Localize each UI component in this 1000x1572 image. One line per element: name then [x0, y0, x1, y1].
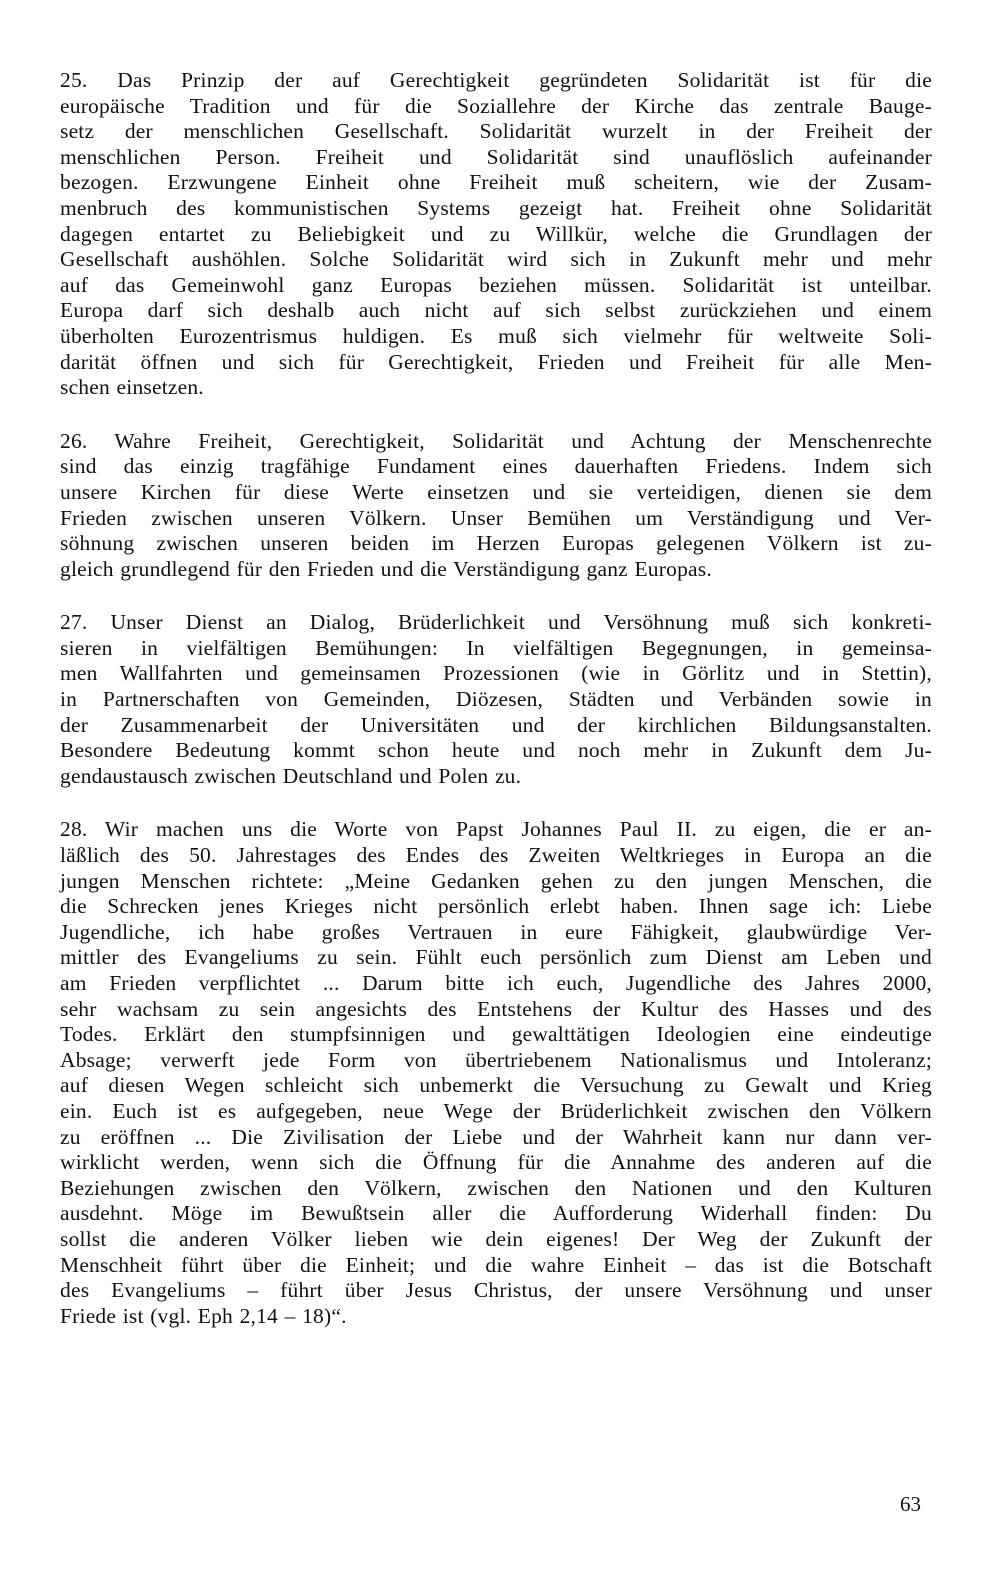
paragraph-28	[60, 817, 932, 1329]
text-line: unsere Kirchen für diese Werte einsetzen und sie verteidigen, dienen sie dem	[60, 479, 932, 504]
text-line: Friede ist (vgl. Eph 2,14 – 18)“.	[60, 1303, 347, 1328]
text-line: Menschheit führt über die Einheit; und die wahre Einheit – das ist die Botschaft	[60, 1252, 932, 1277]
paragraph-26	[60, 429, 932, 583]
text-line: 26. Wahre Freiheit, Gerechtigkeit, Solidarität und Achtung der Menschenrechte	[60, 428, 932, 453]
text-line: gleich grundlegend für den Frieden und die Verständigung ganz Europas.	[60, 556, 712, 581]
text-line: läßlich des 50. Jahrestages des Endes des Zweiten Weltkrieges in Europa an die	[60, 843, 932, 868]
text-line: sieren in vielfältigen Bemühungen: In vielfältigen Begegnungen, in gemeinsa-	[60, 635, 932, 660]
text-line: schen einsetzen.	[60, 375, 204, 400]
text-line: mittler des Evangeliums zu sein. Fühlt euch persönlich zum Dienst am Leben und	[60, 945, 932, 970]
text-line: 27. Unser Dienst an Dialog, Brüderlichkeit und Versöhnung muß sich konkreti-	[60, 610, 932, 635]
text-line: menbruch des kommunistischen Systems gezeigt hat. Freiheit ohne Solidarität	[60, 195, 932, 220]
text-line: auf das Gemeinwohl ganz Europas beziehen müssen. Solidarität ist unteilbar.	[60, 272, 932, 297]
paragraph-spacer	[60, 789, 932, 817]
text-line: am Frieden verpflichtet ... Darum bitte ich euch, Jugendliche des Jahres 2000,	[60, 971, 932, 995]
page-number: 63	[900, 1492, 921, 1516]
text-line: sollst die anderen Völker lieben wie dein eigenes! Der Weg der Zukunft der	[60, 1226, 932, 1251]
text-line: menschlichen Person. Freiheit und Solidarität sind unauflöslich aufeinander	[60, 144, 932, 169]
text-line: setz der menschlichen Gesellschaft. Solidarität wurzelt in der Freiheit der	[60, 119, 932, 144]
text-line: der Zusammenarbeit der Universitäten und der kirchlichen Bildungsanstalten.	[60, 712, 932, 737]
text-line: europäische Tradition und für die Soziallehre der Kirche das zentrale Bauge-	[60, 93, 932, 118]
text-line: überholten Eurozentrismus huldigen. Es muß sich vielmehr für weltweite Soli-	[60, 323, 932, 348]
text-line: sehr wachsam zu sein angesichts des Entstehens der Kultur des Hasses und des	[60, 996, 932, 1021]
text-line: sind das einzig tragfähige Fundament eines dauerhaften Friedens. Indem sich	[60, 454, 932, 479]
text-line: darität öffnen und sich für Gerechtigkeit, Frieden und Freiheit für alle Men-	[60, 349, 932, 374]
text-line: die Schrecken jenes Krieges nicht persönlich erlebt haben. Ihnen sage ich: Liebe	[60, 894, 932, 919]
text-line: gendaustausch zwischen Deutschland und Polen zu.	[60, 763, 522, 788]
text-line: jungen Menschen richtete: „Meine Gedanken gehen zu den jungen Menschen, die	[60, 868, 932, 893]
text-line: Frieden zwischen unseren Völkern. Unser Bemühen um Verständigung und Ver-	[60, 505, 932, 530]
text-line: auf diesen Wegen schleicht sich unbemerkt die Versuchung zu Gewalt und Krieg	[60, 1073, 932, 1098]
text-line: Absage; verwerft jede Form von übertriebenem Nationalismus und Intoleranz;	[60, 1047, 932, 1072]
text-line: ein. Euch ist es aufgegeben, neue Wege der Brüderlichkeit zwischen den Völkern	[60, 1098, 932, 1123]
text-line: Besondere Bedeutung kommt schon heute und noch mehr in Zukunft dem Ju-	[60, 738, 932, 763]
text-line: Jugendliche, ich habe großes Vertrauen in eure Fähigkeit, glaubwürdige Ver-	[60, 919, 932, 944]
paragraph-25	[60, 68, 932, 401]
text-line: dagegen entartet zu Beliebigkeit und zu Willkür, welche die Grundlagen der	[60, 221, 932, 246]
text-line: in Partnerschaften von Gemeinden, Diözesen, Städten und Verbänden sowie in	[60, 687, 932, 712]
document-page	[60, 68, 932, 1329]
text-line: Beziehungen zwischen den Völkern, zwischen den Nationen und den Kulturen	[60, 1175, 932, 1200]
text-line: ausdehnt. Möge im Bewußtsein aller die Aufforderung Widerhall finden: Du	[60, 1201, 932, 1226]
text-line: wirklicht werden, wenn sich die Öffnung für die Annahme des anderen auf die	[60, 1150, 932, 1175]
paragraph-27	[60, 610, 932, 789]
text-line: Gesellschaft aushöhlen. Solche Solidarität wird sich in Zukunft mehr und mehr	[60, 247, 932, 272]
text-line: men Wallfahrten und gemeinsamen Prozessionen (wie in Görlitz und in Stettin),	[60, 661, 932, 686]
text-line: Todes. Erklärt den stumpfsinnigen und gewalttätigen Ideologien eine eindeutige	[60, 1022, 932, 1047]
text-line: 25. Das Prinzip der auf Gerechtigkeit gegründeten Solidarität ist für die	[60, 68, 932, 92]
text-line: des Evangeliums – führt über Jesus Christus, der unsere Versöhnung und unser	[60, 1278, 932, 1303]
text-line: zu eröffnen ... Die Zivilisation der Liebe und der Wahrheit kann nur dann ver-	[60, 1124, 932, 1149]
text-line: söhnung zwischen unseren beiden im Herzen Europas gelegenen Völkern ist zu-	[60, 531, 932, 556]
text-line: 28. Wir machen uns die Worte von Papst Johannes Paul II. zu eigen, die er an-	[60, 817, 932, 842]
text-line: bezogen. Erzwungene Einheit ohne Freiheit muß scheitern, wie der Zusam-	[60, 170, 932, 195]
paragraph-spacer	[60, 401, 932, 429]
paragraph-spacer	[60, 582, 932, 610]
text-line: Europa darf sich deshalb auch nicht auf sich selbst zurückziehen und einem	[60, 298, 932, 323]
